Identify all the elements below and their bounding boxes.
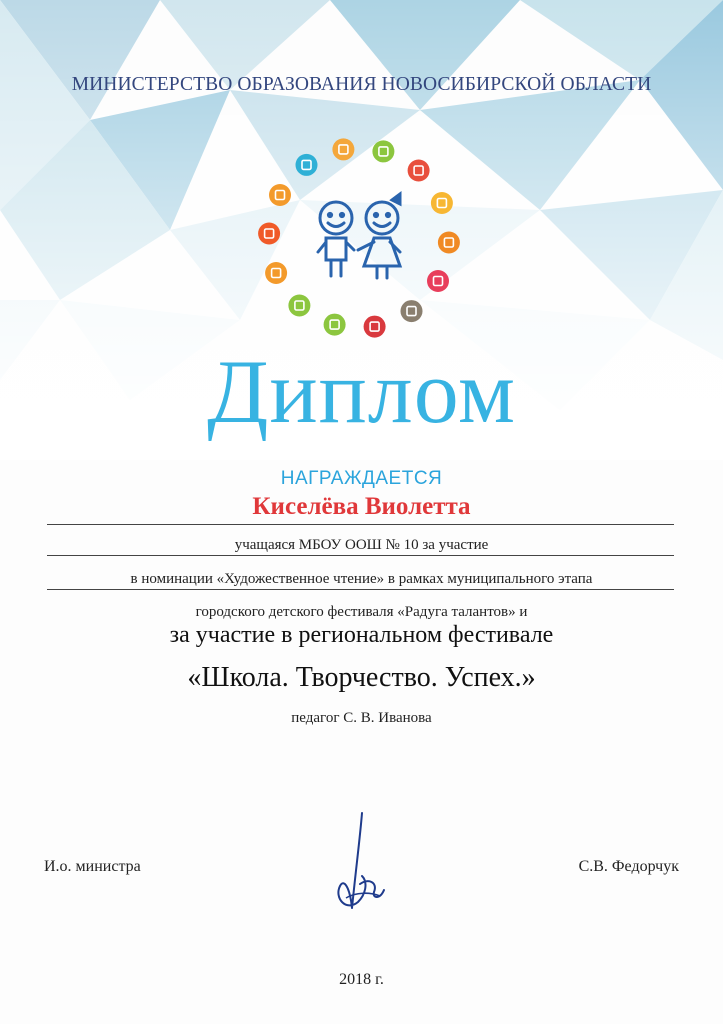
tower-icon — [408, 160, 430, 182]
body-line-1: учащаяся МБОУ ООШ № 10 за участие — [234, 537, 489, 553]
recipient-name: Киселёва Виолетта — [252, 493, 471, 520]
signatory-name: С.В. Федорчук — [578, 858, 679, 875]
body-line-2: в номинации «Художественное чтение» в рамках муниципального этапа — [130, 571, 593, 587]
train-icon — [364, 316, 386, 338]
signatory-title: И.о. министра — [44, 858, 141, 875]
body-line-3: городского детского фестиваля «Радуга талантов» и — [195, 604, 528, 620]
jump-rope-icon — [265, 262, 287, 284]
underline-3 — [47, 589, 674, 590]
diploma-title: Диплом — [207, 343, 516, 442]
open-book-icon — [401, 300, 423, 322]
awarded-label: НАГРАЖДАЕТСЯ — [280, 468, 443, 489]
body-line-4: за участие в региональном фестивале — [169, 622, 554, 648]
hopscotch-icon — [427, 270, 449, 292]
leaf-icon — [324, 314, 346, 336]
pencil-icon — [438, 232, 460, 254]
underline-2 — [47, 555, 674, 556]
waffle-icon — [269, 184, 291, 206]
ministry-heading: МИНИСТЕРСТВО ОБРАЗОВАНИЯ НОВОСИБИРСКОЙ ОБЛАСТИ — [71, 74, 652, 95]
girl-figure-icon — [358, 194, 400, 278]
handwritten-signature — [322, 808, 402, 918]
festival-name: «Школа. Творчество. Успех.» — [187, 662, 536, 693]
boy-figure-icon — [318, 202, 354, 276]
notebook-icon — [332, 138, 354, 160]
paper-plane-icon — [288, 295, 310, 317]
stairs-icon — [431, 192, 453, 214]
abc-blocks-icon — [372, 140, 394, 162]
festival-emblem — [254, 138, 469, 338]
icon-ring — [258, 138, 460, 337]
ball-icon — [258, 223, 280, 245]
issue-year: 2018 г. — [339, 971, 384, 988]
teacher-name: педагог С. В. Иванова — [291, 710, 432, 726]
ruler-triangle-icon — [296, 154, 318, 176]
underline-1 — [47, 524, 674, 525]
